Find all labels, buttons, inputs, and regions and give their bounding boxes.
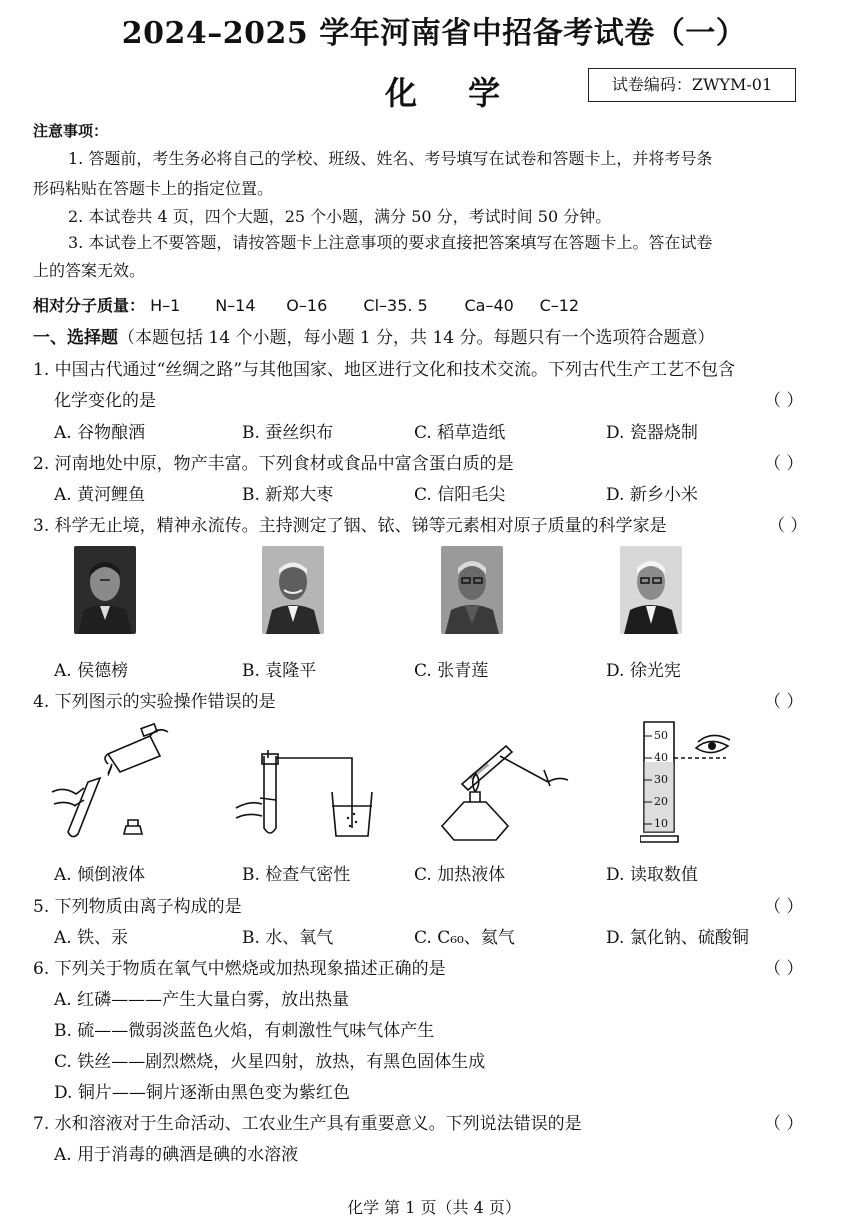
answer-paren-4: （ ）	[764, 692, 804, 712]
q3-option-d: D. 徐光宪	[606, 661, 681, 681]
subject-title: 化 学	[385, 74, 521, 112]
question-4: 4. 下列图示的实验操作错误的是	[33, 692, 276, 712]
heating-liquid-image	[440, 730, 580, 845]
cylinder-tick-50: 50	[654, 729, 668, 742]
q6-option-c: C. 铁丝——剧烈燃烧，火星四射，放热，有黑色固体生成	[54, 1052, 486, 1072]
q5-option-d: D. 氯化钠、硫酸铜	[606, 928, 749, 948]
answer-paren-6: （ ）	[764, 959, 804, 979]
mass-n: N–14	[215, 296, 256, 315]
q6-option-b: B. 硫——微弱淡蓝色火焰，有刺激性气味气体产生	[54, 1021, 435, 1041]
mass-ca: Ca–40	[464, 296, 514, 315]
question-1: 1. 中国古代通过“丝绸之路”与其他国家、地区进行文化和技术交流。下列古代生产工艺不包含	[33, 360, 736, 380]
question-3: 3. 科学无止境，精神永流传。主持测定了铟、铱、锑等元素相对原子质量的科学家是	[33, 516, 667, 536]
q2-option-b: B. 新郑大枣	[242, 485, 334, 505]
airtightness-check-image	[232, 748, 382, 848]
q5-option-a: A. 铁、汞	[54, 928, 129, 948]
q2-option-d: D. 新乡小米	[606, 485, 698, 505]
q3-option-c: C. 张青莲	[414, 661, 489, 681]
answer-paren-3: （ ）	[768, 516, 808, 536]
cylinder-tick-20: 20	[654, 795, 668, 808]
q2-option-a: A. 黄河鲤鱼	[54, 485, 146, 505]
notice-item-3: 3. 本试卷上不要答题，请按答题卡上注意事项的要求直接把答案填写在答题卡上。答在试卷	[68, 233, 713, 252]
q6-option-d: D. 铜片——铜片逐渐由黑色变为紫红色	[54, 1083, 350, 1103]
portrait-yuan-longping-image	[262, 546, 324, 634]
mass-o: O–16	[286, 296, 328, 315]
atomic-mass-row	[33, 293, 579, 316]
notice-item-2: 2. 本试卷共 4 页，四个大题，25 个小题，满分 50 分，考试时间 50 分钟。	[68, 207, 612, 226]
mass-cl: Cl–35. 5	[363, 296, 428, 315]
cylinder-tick-30: 30	[654, 773, 668, 786]
notice-heading: 注意事项：	[33, 122, 109, 140]
q1-option-c: C. 稻草造纸	[414, 423, 506, 443]
q3-option-b: B. 袁隆平	[242, 661, 317, 681]
q7-option-a: A. 用于消毒的碘酒是碘的水溶液	[54, 1145, 299, 1165]
q6-option-a: A. 红磷———产生大量白雾，放出热量	[54, 990, 350, 1010]
q2-option-c: C. 信阳毛尖	[414, 485, 506, 505]
notice-item-1-cont: 形码粘贴在答题卡上的指定位置。	[33, 179, 274, 198]
q1-option-d: D. 瓷器烧制	[606, 423, 698, 443]
question-6: 6. 下列关于物质在氧气中燃烧或加热现象描述正确的是	[33, 959, 446, 979]
mass-c: C–12	[539, 296, 580, 315]
paper-code-box: 试卷编码：ZWYM-01	[588, 68, 796, 102]
q4-option-d: D. 读取数值	[606, 865, 698, 885]
section-1-desc: （本题包括 14 个小题，每小题 1 分，共 14 分。每题只有一个选项符合题意）	[118, 328, 715, 348]
mass-h: H–1	[150, 296, 181, 315]
answer-paren-5: （ ）	[764, 897, 804, 917]
q4-option-c: C. 加热液体	[414, 865, 506, 885]
exam-title: 2024–2025 学年河南省中招备考试卷（一）	[121, 16, 747, 51]
portrait-zhang-qinglian-image	[441, 546, 503, 634]
portrait-hou-debang-image	[74, 546, 136, 634]
section-1-heading: 一、选择题	[33, 328, 118, 348]
q3-option-a: A. 侯德榜	[54, 661, 129, 681]
question-1-cont: 化学变化的是	[54, 391, 156, 411]
question-5: 5. 下列物质由离子构成的是	[33, 897, 242, 917]
q4-option-a: A. 倾倒液体	[54, 865, 146, 885]
question-2: 2. 河南地处中原，物产丰富。下列食材或食品中富含蛋白质的是	[33, 454, 514, 474]
q4-option-b: B. 检查气密性	[242, 865, 351, 885]
graduated-cylinder-image	[640, 718, 740, 846]
pouring-liquid-image	[50, 722, 180, 842]
answer-paren-2: （ ）	[764, 454, 804, 474]
question-7: 7. 水和溶液对于生命活动、工农业生产具有重要意义。下列说法错误的是	[33, 1114, 582, 1134]
q5-option-c: C. C₆₀、氦气	[414, 928, 515, 948]
portrait-xu-guangxian-image	[620, 546, 682, 634]
cylinder-tick-10: 10	[654, 817, 668, 830]
q1-option-b: B. 蚕丝织布	[242, 423, 334, 443]
answer-paren-7: （ ）	[764, 1114, 804, 1134]
q5-option-b: B. 水、氧气	[242, 928, 334, 948]
atomic-mass-label: 相对分子质量：	[33, 296, 146, 315]
q1-option-a: A. 谷物酿酒	[54, 423, 146, 443]
cylinder-tick-40: 40	[654, 751, 668, 764]
page-footer: 化学 第 1 页（共 4 页）	[347, 1198, 521, 1217]
answer-paren-1: （ ）	[764, 391, 804, 411]
section-1-heading-row	[33, 323, 715, 348]
notice-item-3-cont: 上的答案无效。	[33, 261, 146, 280]
notice-item-1: 1. 答题前，考生务必将自己的学校、班级、姓名、考号填写在试卷和答题卡上，并将考号条	[68, 149, 713, 168]
